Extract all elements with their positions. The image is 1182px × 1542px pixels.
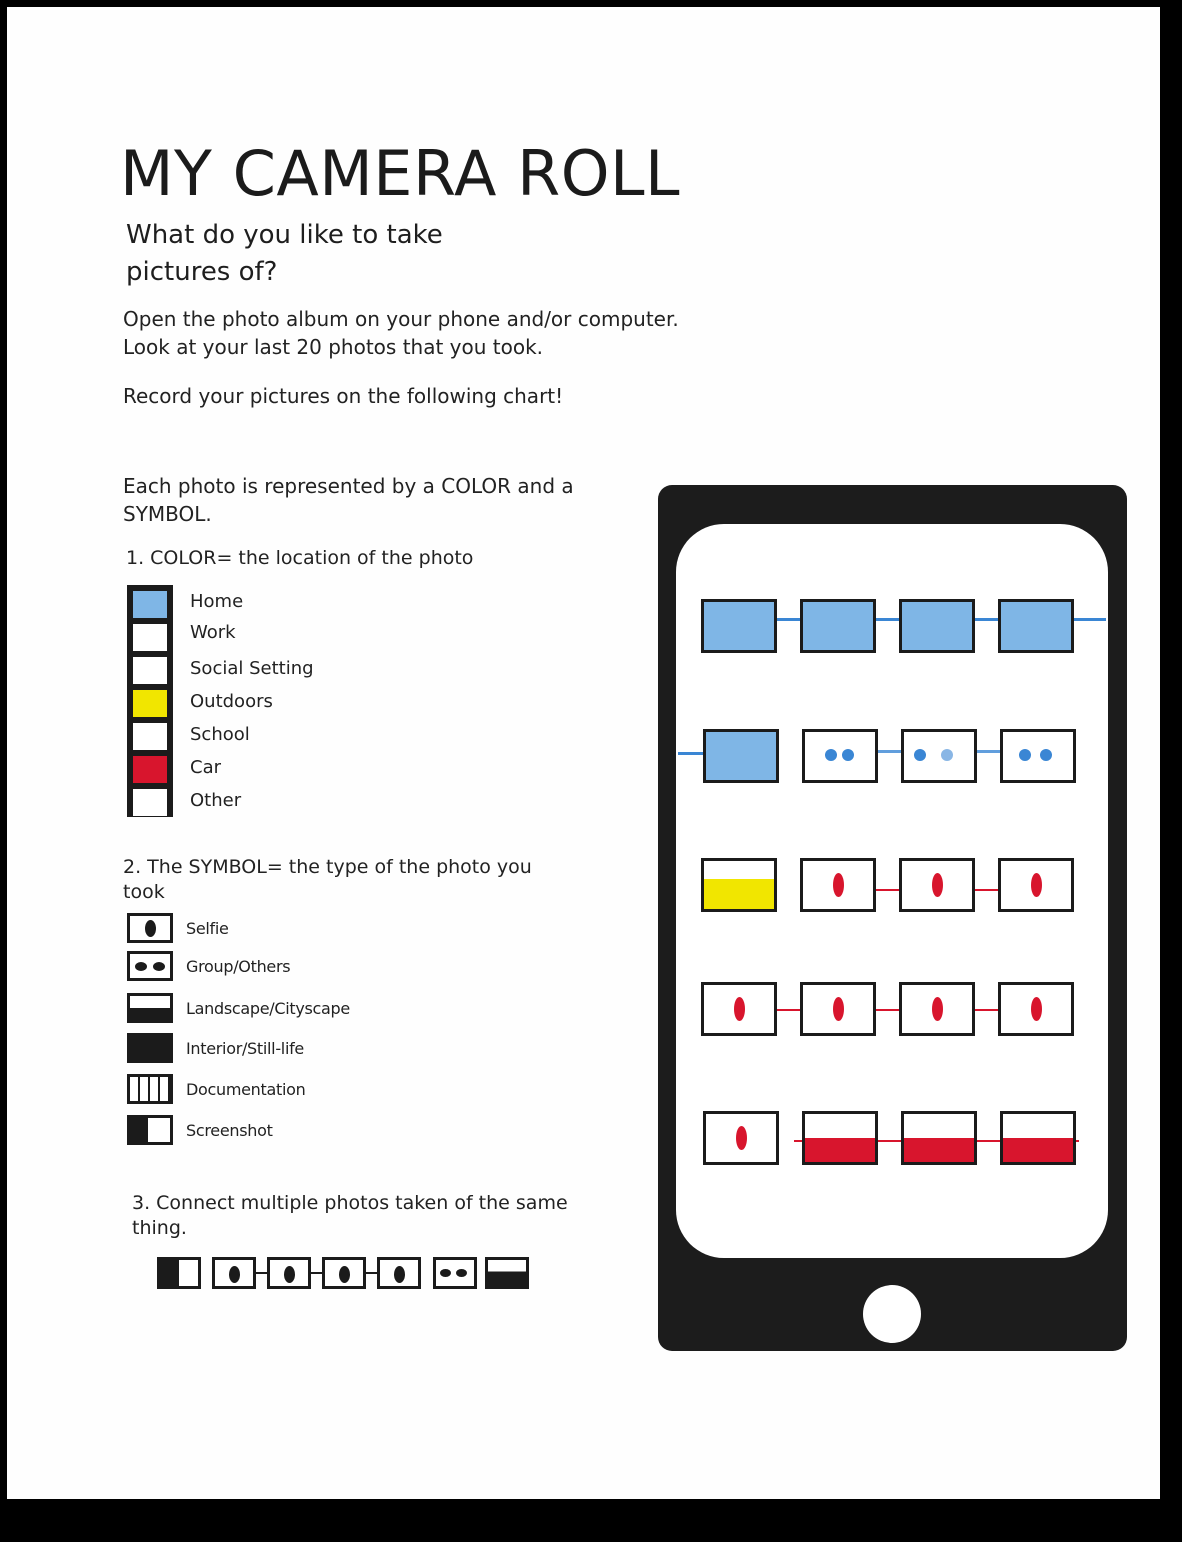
section-1-heading: 1. COLOR= the location of the photo	[126, 547, 474, 569]
swatch-outdoors	[133, 690, 167, 717]
photo-cell	[800, 858, 876, 912]
section-2-heading: 2. The SYMBOL= the type of the photo you took	[123, 856, 532, 903]
photo-cell	[701, 599, 777, 653]
swatch-car	[133, 756, 167, 783]
photo-cell	[899, 599, 975, 653]
swatch-social-setting	[133, 657, 167, 684]
color-label-car: Car	[190, 757, 221, 778]
documentation-icon	[127, 1074, 173, 1104]
example-link-line	[366, 1272, 377, 1274]
example-landscape-icon	[485, 1257, 529, 1289]
example-selfie-icon	[212, 1257, 256, 1289]
page-subtitle: What do you like to take pictures of?	[126, 220, 443, 287]
landscape-icon	[127, 993, 173, 1023]
symbol-label-interior: Interior/Still-life	[186, 1038, 304, 1058]
symbol-legend-documentation	[127, 1074, 305, 1104]
swatch-school	[133, 723, 167, 750]
photo-cell	[998, 599, 1074, 653]
color-label-school: School	[190, 724, 250, 745]
interior-icon	[127, 1033, 173, 1063]
photo-cell	[901, 1111, 977, 1165]
photo-cell	[899, 982, 975, 1036]
phone-home-button	[863, 1285, 921, 1343]
phone-screen	[676, 524, 1108, 1258]
photo-cell	[703, 1111, 779, 1165]
photo-cell	[703, 729, 779, 783]
group-icon	[127, 951, 173, 981]
symbol-label-selfie: Selfie	[186, 918, 229, 938]
example-selfie-icon	[322, 1257, 366, 1289]
intro-line-1: Open the photo album on your phone and/or computer.	[123, 307, 679, 331]
symbol-legend-selfie	[127, 913, 229, 943]
intro-text	[123, 305, 679, 361]
worksheet-page	[7, 7, 1160, 1499]
example-link-line	[311, 1272, 322, 1274]
photo-cell	[800, 599, 876, 653]
record-instruction: Record your pictures on the following chart!	[123, 384, 564, 408]
section-3-heading: 3. Connect multiple photos taken of the same thing.	[132, 1192, 568, 1239]
photo-cell	[1000, 1111, 1076, 1165]
symbol-label-group: Group/Others	[186, 956, 291, 976]
color-label-work: Work	[190, 622, 236, 643]
color-label-other: Other	[190, 790, 242, 811]
each-photo-text: Each photo is represented by a COLOR and a SYMBOL.	[123, 474, 574, 526]
photo-cell	[998, 982, 1074, 1036]
example-group-icon	[433, 1257, 477, 1289]
example-link-line	[256, 1272, 267, 1274]
photo-cell	[701, 982, 777, 1036]
intro-line-2: Look at your last 20 photos that you took.	[123, 335, 544, 359]
photo-cell	[899, 858, 975, 912]
color-label-social: Social Setting	[190, 658, 314, 679]
example-selfie-icon	[377, 1257, 421, 1289]
color-label-outdoors: Outdoors	[190, 691, 273, 712]
photo-cell	[800, 982, 876, 1036]
photo-cell	[998, 858, 1074, 912]
photo-cell	[802, 729, 878, 783]
symbol-legend-interior	[127, 1033, 304, 1063]
phone-chart	[658, 485, 1127, 1351]
swatch-other	[133, 789, 167, 816]
example-selfie-icon	[267, 1257, 311, 1289]
selfie-icon	[127, 913, 173, 943]
screenshot-icon	[127, 1115, 173, 1145]
photo-cell	[802, 1111, 878, 1165]
color-legend-column	[127, 585, 173, 817]
symbol-legend-screenshot	[127, 1115, 273, 1145]
photo-cell	[701, 858, 777, 912]
color-label-home: Home	[190, 591, 244, 612]
symbol-label-screenshot: Screenshot	[186, 1120, 273, 1140]
swatch-home	[133, 591, 167, 618]
photo-cell	[1000, 729, 1076, 783]
symbol-legend-group	[127, 951, 290, 981]
page-title: MY CAMERA ROLL	[120, 137, 681, 210]
swatch-work	[133, 624, 167, 651]
example-screenshot-icon	[157, 1257, 201, 1289]
symbol-label-landscape: Landscape/Cityscape	[186, 998, 350, 1018]
symbol-label-documentation: Documentation	[186, 1079, 306, 1099]
symbol-legend-landscape	[127, 993, 350, 1023]
photo-cell	[901, 729, 977, 783]
